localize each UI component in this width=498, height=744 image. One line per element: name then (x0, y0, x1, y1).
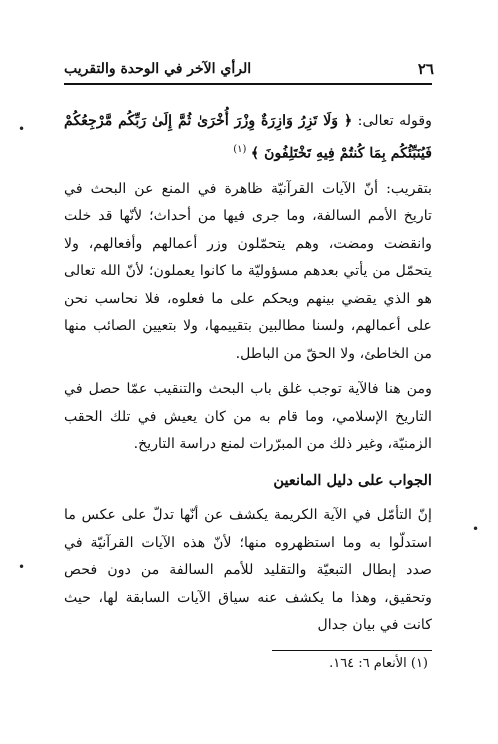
paragraph: إنّ التأمّل في الآية الكريمة يكشف عن أنّها تدلّ على عكس ما استدلّوا به وما استظهروه منها؛ لأنّ هذه الآيات القرآنيّة في صدد إبطال التبعيّة والتقليد للأمم السالفة من دون فحص وتحقيق، وهذا ما يكشف عنه سياق الآيات السابقة لها، حيث كانت في بيان جدال (64, 507, 432, 634)
page-number: ٢٦ (417, 60, 434, 78)
body-text (64, 108, 432, 648)
footnote-ref: (١) (233, 143, 247, 155)
paragraph: ومن هنا فالآية توجب غلق باب البحث والتنقيب عمّا حصل في التاريخ الإسلامي، وما قام به من كان يعيش في تلك الحقب الزمنيّة، وغير ذلك من المبرّرات لمنع دراسة التاريخ. (64, 381, 432, 453)
margin-mark: • (18, 560, 26, 574)
margin-mark: • (18, 122, 26, 136)
quran-verse: ﴿ وَلَا تَزِرُ وَازِرَةٌ وِزْرَ أُخْرَىٰ ثُمَّ إِلَىٰ رَبِّكُم مَّرْجِعُكُمْ فَيُنَبِّئُكُم بِمَا كُنتُمْ فِيهِ تَخْتَلِفُونَ ﴾ (64, 113, 432, 162)
footnote: (١) الأنعام ٦: ١٦٤. (329, 656, 428, 671)
header-rule (64, 83, 432, 85)
running-title: الرأي الآخر في الوحدة والتقريب (64, 61, 252, 77)
section-title: الجواب على دليل المانعين (273, 471, 432, 489)
quran-lead: وقوله تعالى: (352, 113, 432, 129)
margin-mark: • (472, 522, 480, 536)
quran-paragraph (64, 108, 432, 168)
footnote-rule (272, 650, 432, 651)
running-head (64, 58, 434, 80)
paragraph: بتقريب: أنّ الآيات القرآنيّة ظاهرة في المنع عن البحث في تاريخ الأمم السالفة، وما جرى فيها من أحداث؛ لأنّها قد خلت وانقضت ومضت، وهم يتحمّلون وزر أعمالهم وأفعالهم، ولا يتحمّل من يأتي بعدهم مسؤوليّة ما كانوا يعملون؛ لأنّ الله تعالى هو الذي يقضي بينهم ويحكم على ما فعلوه، فلا نحاسب نحن على أعمالهم، ولسنا مطالبين بتقييمها، ولا بتعيين الصائب منها من الخاطئ، ولا الحقّ من الباطل. (64, 180, 432, 362)
